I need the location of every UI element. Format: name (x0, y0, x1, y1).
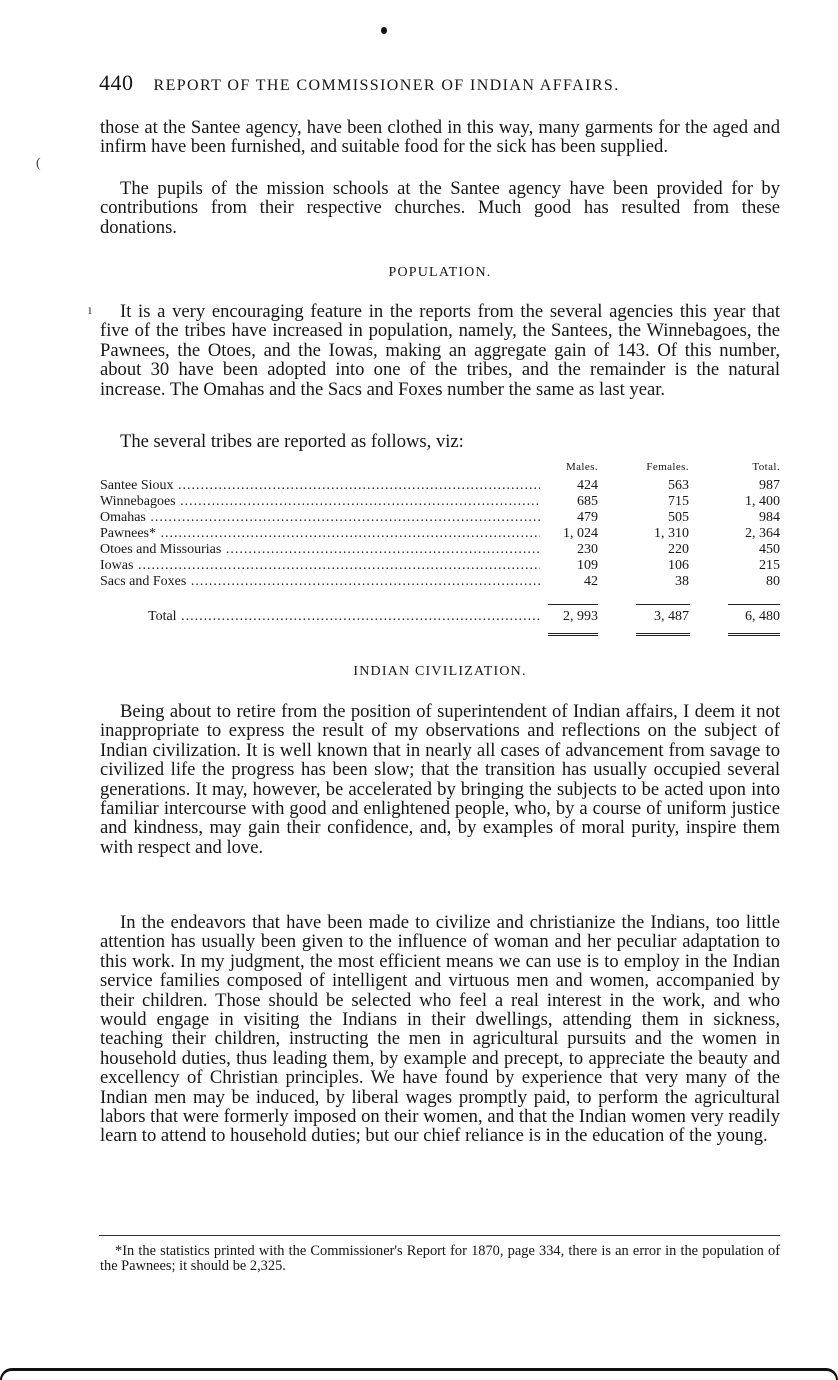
males-value: 230 (577, 542, 598, 557)
table-row (100, 558, 780, 574)
females-value: 220 (668, 542, 689, 557)
tribe-name: Iowas ..... (100, 558, 540, 574)
paragraph-text: Being about to retire from the position of superintendent of Indian affairs, I deem it not inappropriate to express the result of my observations and reflections on the subject of Indian civilization. It is well known that in nearly all cases of advancement from savage to civilized life the progress has been slow; that the transition has usually occupied several generations. It may, however, be accelerated by bringing the subjects to be acted upon into familiar intercourse with good and enlightened people, who, by a course of uniform justice and kindness, may gain their confidence, and, by examples of moral purity, inspire them with respect and love. (100, 701, 780, 858)
sum-rule (636, 604, 690, 605)
column-header-total: Total. (752, 461, 780, 473)
table-total-row (100, 609, 780, 625)
paragraph-text: The several tribes are reported as follows, viz: (120, 431, 464, 452)
females-value: 505 (668, 510, 689, 525)
males-value: 109 (577, 558, 598, 573)
sum-rule (548, 604, 598, 605)
page-header (99, 70, 779, 96)
double-rule (548, 633, 598, 636)
paragraph-civilization-2 (100, 913, 780, 1146)
heading-civilization: INDIAN CIVILIZATION. (353, 664, 527, 679)
females-value: 106 (668, 558, 689, 573)
margin-mark: ı (88, 303, 92, 318)
page-number: 440 (99, 70, 134, 95)
margin-mark: ( (36, 156, 41, 171)
total-value: 450 (759, 542, 780, 557)
paragraph-continued: those at the Santee agency, have been clothed in this way, many garments for the aged and infirm have been furnished, and suitable food for the sick has been supplied. (100, 117, 780, 158)
females-value: 563 (668, 478, 689, 493)
females-value: 715 (668, 494, 689, 509)
tribe-name: Otoes and Missourias ..... (100, 542, 540, 558)
page-bottom-edge (0, 1368, 838, 1380)
total-label: Total ..... (148, 609, 540, 625)
footnote-rule (99, 1235, 780, 1236)
total-value: 215 (759, 558, 780, 573)
total-value: 984 (759, 510, 780, 525)
heading-population: POPULATION. (388, 265, 492, 280)
double-rule (636, 633, 690, 636)
running-title: REPORT OF THE COMMISSIONER OF INDIAN AFFAIRS. (153, 77, 620, 94)
paragraph-mission-schools (100, 179, 780, 237)
males-value: 479 (577, 510, 598, 525)
females-total: 3, 487 (654, 609, 689, 624)
males-value: 685 (577, 494, 598, 509)
paragraph-population (100, 302, 780, 399)
tribe-name: Winnebagoes ..... (100, 494, 540, 510)
males-value: 424 (577, 478, 598, 493)
total-value: 987 (759, 478, 780, 493)
total-value: 2, 364 (745, 526, 780, 541)
table-row (100, 526, 780, 542)
table-row (100, 574, 780, 590)
column-header-females: Females. (646, 461, 689, 473)
paragraph-text: In the endeavors that have been made to civilize and christianize the Indians, too little attention has usually been given to the influence of woman and her peculiar adaptation to this work. In my judgment, the most efficient means we can use is to employ in the Indian service families composed of intelligent and virtuous men and women, accompanied by their children. Those should be selected who feel a real interest in the work, and who would engage in visiting the Indians in their dwellings, attending them in sickness, teaching their children, instructing the men in agricultural pursuits and the women in household duties, thus leading them, by example and precept, to appreciate the beauty and excellency of Christian principles. We have found by experience that very many of the Indian men may be induced, by liberal wages promptly paid, to perform the agricultural labors that were formerly imposed on their women, and that the Indian women very readily learn to attend to household duties; but our chief reliance is in the education of the young. (100, 912, 780, 1147)
grand-total: 6, 480 (745, 609, 780, 624)
table-row (100, 494, 780, 510)
column-header-males: Males. (565, 461, 598, 473)
paragraph-intro (100, 432, 780, 451)
table-row (100, 542, 780, 558)
females-value: 1, 310 (654, 526, 689, 541)
total-value: 1, 400 (745, 494, 780, 509)
footnote-text: *In the statistics printed with the Commissioner's Report for 1870, page 334, there is an error in the population of the Pawnees; it should be 2,325. (100, 1243, 780, 1274)
males-total: 2, 993 (563, 609, 598, 624)
footnote (100, 1244, 780, 1274)
paragraph-text: It is a very encouraging feature in the reports from the several agencies this year that five of the tribes have increased in population, namely, the Santees, the Winnebagoes, the Pawnees, the Otoes, and the Iowas, making an aggregate gain of 143. Of this number, about 30 have been adopted into one of the tribes, and the remainder is the natural increase. The Omahas and the Sacs and Foxes number the same as last year. (100, 301, 780, 400)
tribe-name: Omahas ..... (100, 510, 540, 526)
tribe-name: Pawnees* ..... (100, 526, 540, 542)
paragraph-civilization-1 (100, 702, 780, 857)
total-value: 80 (766, 574, 780, 589)
table-row (100, 510, 780, 526)
double-rule (728, 633, 780, 636)
tribe-name: Sacs and Foxes ..... (100, 574, 540, 590)
females-value: 38 (675, 574, 689, 589)
males-value: 42 (584, 574, 598, 589)
males-value: 1, 024 (563, 526, 598, 541)
paragraph-text: The pupils of the mission schools at the Santee agency have been provided for by contributions from their respective churches. Much good has resulted from these donations. (100, 178, 780, 238)
tribe-name: Santee Sioux ..... (100, 478, 540, 494)
ink-dot (381, 27, 387, 34)
sum-rule (728, 604, 780, 605)
table-row (100, 478, 780, 494)
